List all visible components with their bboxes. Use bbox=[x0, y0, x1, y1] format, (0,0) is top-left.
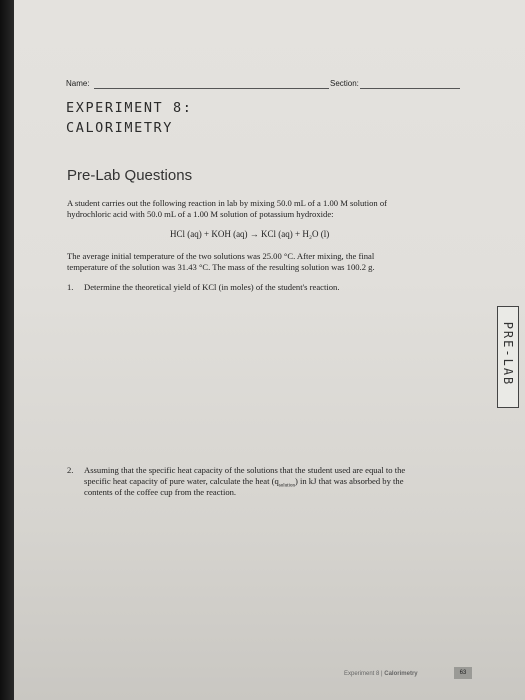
experiment-number: EXPERIMENT 8: bbox=[66, 100, 193, 116]
intro-line-1: A student carries out the following reaction in lab by mixing 50.0 mL of a 1.00 M solution of bbox=[67, 198, 387, 208]
question-2-line-2-end: ) in kJ that was absorbed by the bbox=[294, 476, 404, 486]
name-label: Name: bbox=[66, 79, 90, 88]
chemical-equation: HCl (aq) + KOH (aq) → KCl (aq) + H₂O (l) bbox=[170, 229, 330, 239]
section-field[interactable] bbox=[360, 88, 460, 89]
footer-separator: | bbox=[381, 671, 383, 677]
name-field[interactable] bbox=[94, 88, 329, 89]
question-2-line-2-start: specific heat capacity of pure water, calculate the heat (q bbox=[84, 476, 279, 486]
section-heading: Pre-Lab Questions bbox=[67, 167, 193, 184]
footer-title: Calorimetry bbox=[384, 671, 418, 677]
question-1-number: 1. bbox=[67, 282, 74, 292]
side-tab bbox=[497, 306, 519, 408]
footer-experiment: Experiment 8 bbox=[344, 671, 380, 677]
footer-running-title bbox=[344, 671, 418, 677]
background-edge bbox=[0, 0, 14, 700]
page-number: 63 bbox=[454, 667, 472, 679]
experiment-title: CALORIMETRY bbox=[66, 120, 174, 136]
worksheet-page bbox=[14, 0, 525, 700]
intro-line-2: hydrochloric acid with 50.0 mL of a 1.00 M solution of potassium hydroxide: bbox=[67, 209, 334, 219]
question-2-number: 2. bbox=[67, 465, 74, 475]
side-tab-label: PRE-LAB bbox=[501, 321, 515, 387]
heat-subscript: solution bbox=[278, 483, 295, 489]
question-2-line-1: Assuming that the specific heat capacity of the solutions that the student used are equal to the bbox=[84, 465, 406, 475]
data-line-1: The average initial temperature of the two solutions was 25.00 °C. After mixing, the final bbox=[67, 251, 375, 261]
question-1-text: Determine the theoretical yield of KCl (in moles) of the student's reaction. bbox=[84, 282, 340, 292]
question-2-line-3: contents of the coffee cup from the reaction. bbox=[84, 487, 237, 497]
section-label: Section: bbox=[330, 79, 359, 88]
data-line-2: temperature of the solution was 31.43 °C. The mass of the resulting solution was 100.2 g. bbox=[67, 262, 375, 272]
